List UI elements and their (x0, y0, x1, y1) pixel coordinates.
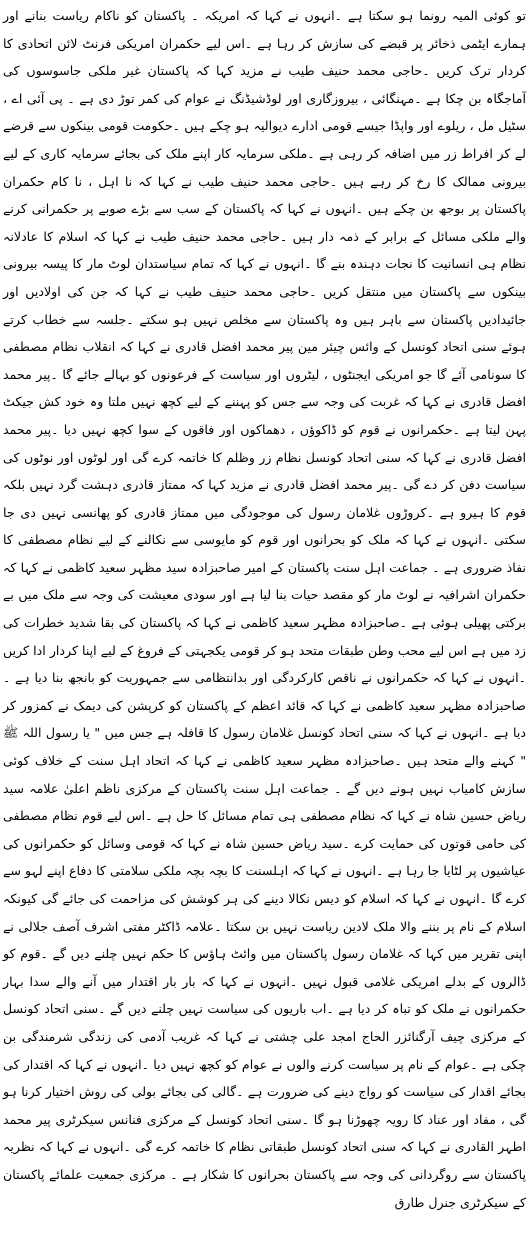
article-body (3, 2, 526, 1216)
article-paragraph: تو کوئی المیہ رونما ہو سکتا ہے ۔انہوں نے کہا کہ امریکہ ۔ پاکستان کو ناکام ریاست بنانے اور ہمارے ایٹمی ذخائر پر قبضے کی سازش کر رہا ہے ۔اس لیے حکمران امریکی فرنٹ لائن اتحادی کا کردار ترک کریں ۔حاجی محمد حنیف طیب نے مزید کہا کہ پاکستان غیر ملکی جاسوسوں کی آماجگاہ بن چکا ہے ۔مہنگائی ، بیروزگاری اور لوڈشیڈنگ نے عوام کی کمر توڑ دی ہے ۔ پی آئی اے ، سٹیل مل ، ریلوے اور واپڈا جیسے قومی ادارے دیوالیہ ہو چکے ہیں ۔حکومت قومی بینکوں سے قرضے لے کر افراط زر میں اضافہ کر رہی ہے ۔ملکی سرمایہ کار اپنے ملک کی بجائے سرمایہ کاری کے لیے بیرونی ممالک کا رخ کر رہے ہیں ۔حاجی محمد حنیف طیب نے کہا کہ نا اہل ، نا کام حکمران پاکستان پر بوجھ بن چکے ہیں ۔انہوں نے کہا کہ پاکستان کے سب سے بڑے صوبے پر حکمرانی کرنے والے ملکی مسائل کے برابر کے ذمہ دار ہیں ۔حاجی محمد حنیف طیب نے کہا کہ اسلام کا عادلانہ نظام ہی انسانیت کا نجات دہندہ بنے گا ۔انہوں نے کہا کہ تمام سیاستدان لوٹ مار کا پیسہ بیرونی بینکوں سے پاکستان میں منتقل کریں ۔حاجی محمد حنیف طیب نے کہا کہ جن کی اولادیں اور جائیدادیں پاکستان سے باہر ہیں وہ پاکستان سے مخلص نہیں ہو سکتے ۔جلسہ سے خطاب کرتے ہوئے سنی اتحاد کونسل کے وائس چیئر مین پیر محمد افضل قادری نے کہا کہ انقلاب نظام مصطفی کا سونامی آئے گا جو امریکی ایجنٹوں ، لیٹروں اور سیاست کے فرعونوں کو بہالے جائے گا ۔پیر محمد افضل قادری نے کہا کہ غربت کی وجہ سے جس کو پہننے کے لیے کچھ نہیں ملتا وہ خود کش جیکٹ پہن لیتا ہے ۔حکمرانوں نے قوم کو ڈاکوؤں ، دھماکوں اور فاقوں کے سوا کچھ نہیں دیا ۔پیر محمد افضل قادری نے کہا کہ سنی اتحاد کونسل نظام زر وظلم کا خاتمہ کرے گی اور لوٹوں اور نوٹوں کی سیاست دفن کر دے گی ۔پیر محمد افضل قادری نے مزید کہا کہ ممتاز قادری دہشت گرد نہیں بلکہ قوم کا ہیرو ہے ۔کروڑوں غلامان رسول کی موجودگی میں ممتاز قادری کو پھانسی نہیں دی جا سکتی ۔انہوں نے کہا کہ ملک کو بحرانوں اور قوم کو مایوسی سے نکالنے کے لیے نظام مصطفی کا نفاذ ضروری ہے ۔ جماعت اہل سنت پاکستان کے امیر صاحبزادہ سید مظہر سعید کاظمی نے کہا کہ حکمران اشرافیہ نے لوٹ مار کو مقصد حیات بنا لیا ہے اور سودی معیشت کی وجہ سے ملک میں بے برکتی پھیلی ہوئی ہے ۔صاحبزادہ مظہر سعید کاظمی نے کہا کہ پاکستان کی بقا شدید خطرات کی زد میں ہے اس لیے محب وطن طبقات متحد ہو کر قومی یکجہتی کے فروغ کے لیے اپنا کردار ادا کریں ۔انہوں نے کہا کہ حکمرانوں نے ناقص کارکردگی اور بدانتظامی سے جمہوریت کو بانجھ بنا دیا ہے ۔صاحبزادہ مظہر سعید کاظمی نے کہا کہ قائد اعظم کے پاکستان کو کرپشن کی دیمک نے کمزور کر دیا ہے ۔انہوں نے کہا کہ سنی اتحاد کونسل غلامان رسول کا قافلہ ہے جس میں " یا رسول اللہ ﷺ " کہنے والے متحد ہیں ۔صاحبزادہ مظہر سعید کاظمی نے کہا کہ اتحاد اہل سنت کے خلاف کوئی سازش کامیاب نہیں ہونے دیں گے ۔ جماعت اہل سنت پاکستان کے مرکزی ناظم اعلیٰ علامہ سید ریاض حسین شاہ نے کہا کہ نظام مصطفی ہی تمام مسائل کا حل ہے ۔اس لیے قوم نظام مصطفی کی حامی قوتوں کی حمایت کرے ۔سید ریاض حسین شاہ نے کہا کہ قومی وسائل کو حکمرانوں کی عیاشیوں پر لٹایا جا رہا ہے ۔انہوں نے کہا کہ اہلسنت کا بچہ بچہ ملکی سلامتی کا دفاع اپنے لہو سے کرے گا ۔انہوں نے کہا کہ اسلام کو دیس نکالا دینے کی ہر کوشش کی مزاحمت کی جائے گی کیونکہ اسلام کے نام پر بننے والا ملک لادین ریاست نہیں بن سکتا ۔علامہ ڈاکٹر مفتی اشرف آصف جلالی نے اپنی تقریر میں کہا کہ غلامان رسول پاکستان میں وائٹ ہاؤس کا حکم نہیں چلنے دیں گے ۔قوم کو ڈالروں کے بدلے امریکی غلامی قبول نہیں ۔انہوں نے کہا کہ بار بار اقتدار میں آنے والے سدا بہار حکمرانوں نے ملک کو تباہ کر دیا ہے ۔اب باریوں کی سیاست نہیں چلنے دیں گے ۔سنی اتحاد کونسل کے مرکزی چیف آرگنائزر الحاج امجد علی چشتی نے کہا کہ غریب آدمی کی زندگی شرمندگی بن چکی ہے ۔عوام کے نام پر سیاست کرنے والوں نے عوام کو کچھ نہیں دیا ۔انہوں نے کہا کہ اقتدار کی بجائے اقدار کی سیاست کو رواج دینے کی ضرورت ہے ۔گالی کی بجائے بولی کی روش اختیار کرنا ہو گی ، مفاد اور عناد کا رویہ چھوڑنا ہو گا ۔سنی اتحاد کونسل کے مرکزی فنانس سیکرٹری پیر محمد اطہر القادری نے کہا کہ سنی اتحاد کونسل طبقاتی نظام کا خاتمہ کرے گی ۔انہوں نے کہا کہ نظریہ پاکستان سے روگردانی کی وجہ سے پاکستان بحرانوں کا شکار ہے ۔ مرکزی جمعیت علمائے پاکستان کے سیکرٹری جنرل طارق (3, 8, 526, 1210)
